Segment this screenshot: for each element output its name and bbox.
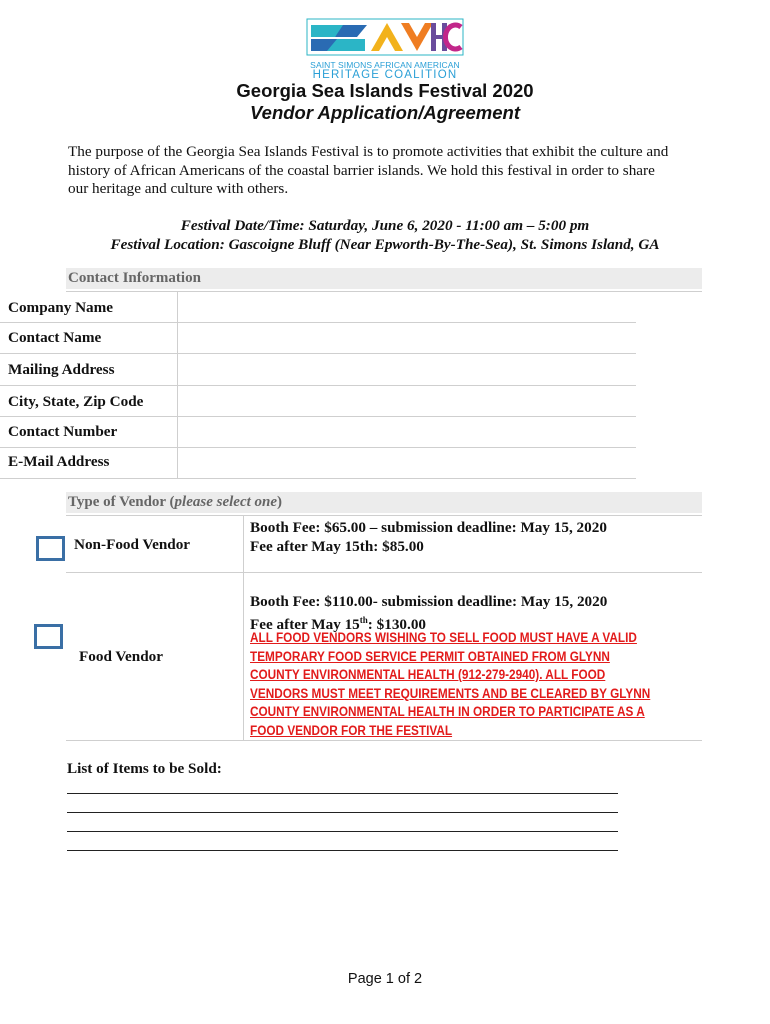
page-title: Georgia Sea Islands Festival 2020 [236,80,534,101]
city-state-zip-label: City, State, Zip Code [8,393,144,410]
vendor-type-heading-close: ) [277,494,283,510]
warning-line: FOOD VENDOR FOR THE FESTIVAL [250,722,453,738]
non-food-booth-fee: Booth Fee: $65.00 – submission deadline: May 15, 2020 [250,519,607,536]
logo-name: HERITAGE COALITION [312,69,458,81]
page-subtitle: Vendor Application/Agreement [250,102,520,123]
food-booth-fee: Booth Fee: $110.00- submission deadline: May 15, 2020 [250,593,608,610]
contact-section-heading: Contact Information [66,268,702,289]
contact-name-label: Contact Name [8,329,102,346]
non-food-vendor-checkbox[interactable] [36,536,65,561]
warning-line: VENDORS MUST MEET REQUIREMENTS AND BE CLEARED BY GLYNN [250,685,651,701]
email-address-label: E-Mail Address [8,453,110,470]
items-entry-line[interactable] [67,850,618,851]
contact-number-field[interactable] [177,416,637,447]
contact-row-email [0,447,636,479]
vendor-type-section-heading [66,492,702,513]
food-late-fee-text: Fee after May 15 [250,616,360,634]
non-food-vendor-row [66,516,702,573]
non-food-vendor-label: Non-Food Vendor [74,536,191,553]
warning-line: TEMPORARY FOOD SERVICE PERMIT OBTAINED FROM GLYNN [250,648,610,664]
food-vendor-row [66,572,702,741]
contact-row-company [0,292,636,323]
warning-line: COUNTY ENVIRONMENTAL HEALTH (912-279-2940). ALL FOOD [250,667,606,682]
food-vendor-label: Food Vendor [79,648,163,665]
contact-name-field[interactable] [177,322,637,353]
mailing-address-label: Mailing Address [8,361,115,378]
column-divider [243,516,244,572]
warning-line: COUNTY ENVIRONMENTAL HEALTH IN ORDER TO PARTICIPATE AS A [250,704,645,719]
contact-row-mailing [0,353,636,386]
warning-line: ALL FOOD VENDORS WISHING TO SELL FOOD MUST HAVE A VALID [250,630,637,645]
email-address-field[interactable] [177,447,637,478]
intro-line: our heritage and culture with others. [68,180,289,197]
vendor-type-heading-text: Type of Vendor ( [68,494,175,510]
company-name-label: Company Name [8,299,114,316]
city-state-zip-field[interactable] [177,385,637,416]
column-divider [243,572,244,740]
intro-line: history of African Americans of the coastal barrier islands. We hold this festival in order to share [68,161,655,179]
logo-tagline: SAINT SIMONS AFRICAN AMERICAN [310,60,460,70]
contact-row-phone [0,416,636,448]
page-number: Page 1 of 2 [347,971,423,987]
non-food-late-fee: Fee after May 15th: $85.00 [250,538,424,555]
food-permit-warning [250,629,651,740]
logo-mark [305,17,465,57]
contact-row-contact-name [0,322,636,354]
festival-location: Festival Location: Gascoigne Bluff (Near Epworth-By-The-Sea), St. Simons Island, GA [110,236,660,253]
food-late-fee-amount: : $130.00 [367,616,427,634]
items-entry-line[interactable] [67,831,618,832]
items-to-be-sold-label: List of Items to be Sold: [67,760,222,777]
mailing-address-field[interactable] [177,353,637,385]
items-entry-line[interactable] [67,812,618,813]
festival-datetime: Festival Date/Time: Saturday, June 6, 2020 - 11:00 am – 5:00 pm [180,217,590,234]
vendor-type-heading-hint: please select one [174,494,278,510]
contact-number-label: Contact Number [8,423,118,440]
food-vendor-checkbox[interactable] [34,624,63,649]
intro-line: The purpose of the Georgia Sea Islands Festival is to promote activities that exhibit the culture and [68,143,669,160]
food-late-fee-suffix: th [359,615,368,625]
items-entry-line[interactable] [67,793,618,794]
coalition-logo [305,17,465,79]
contact-row-city [0,385,636,417]
company-name-field[interactable] [177,292,637,322]
intro-paragraph [68,143,708,199]
